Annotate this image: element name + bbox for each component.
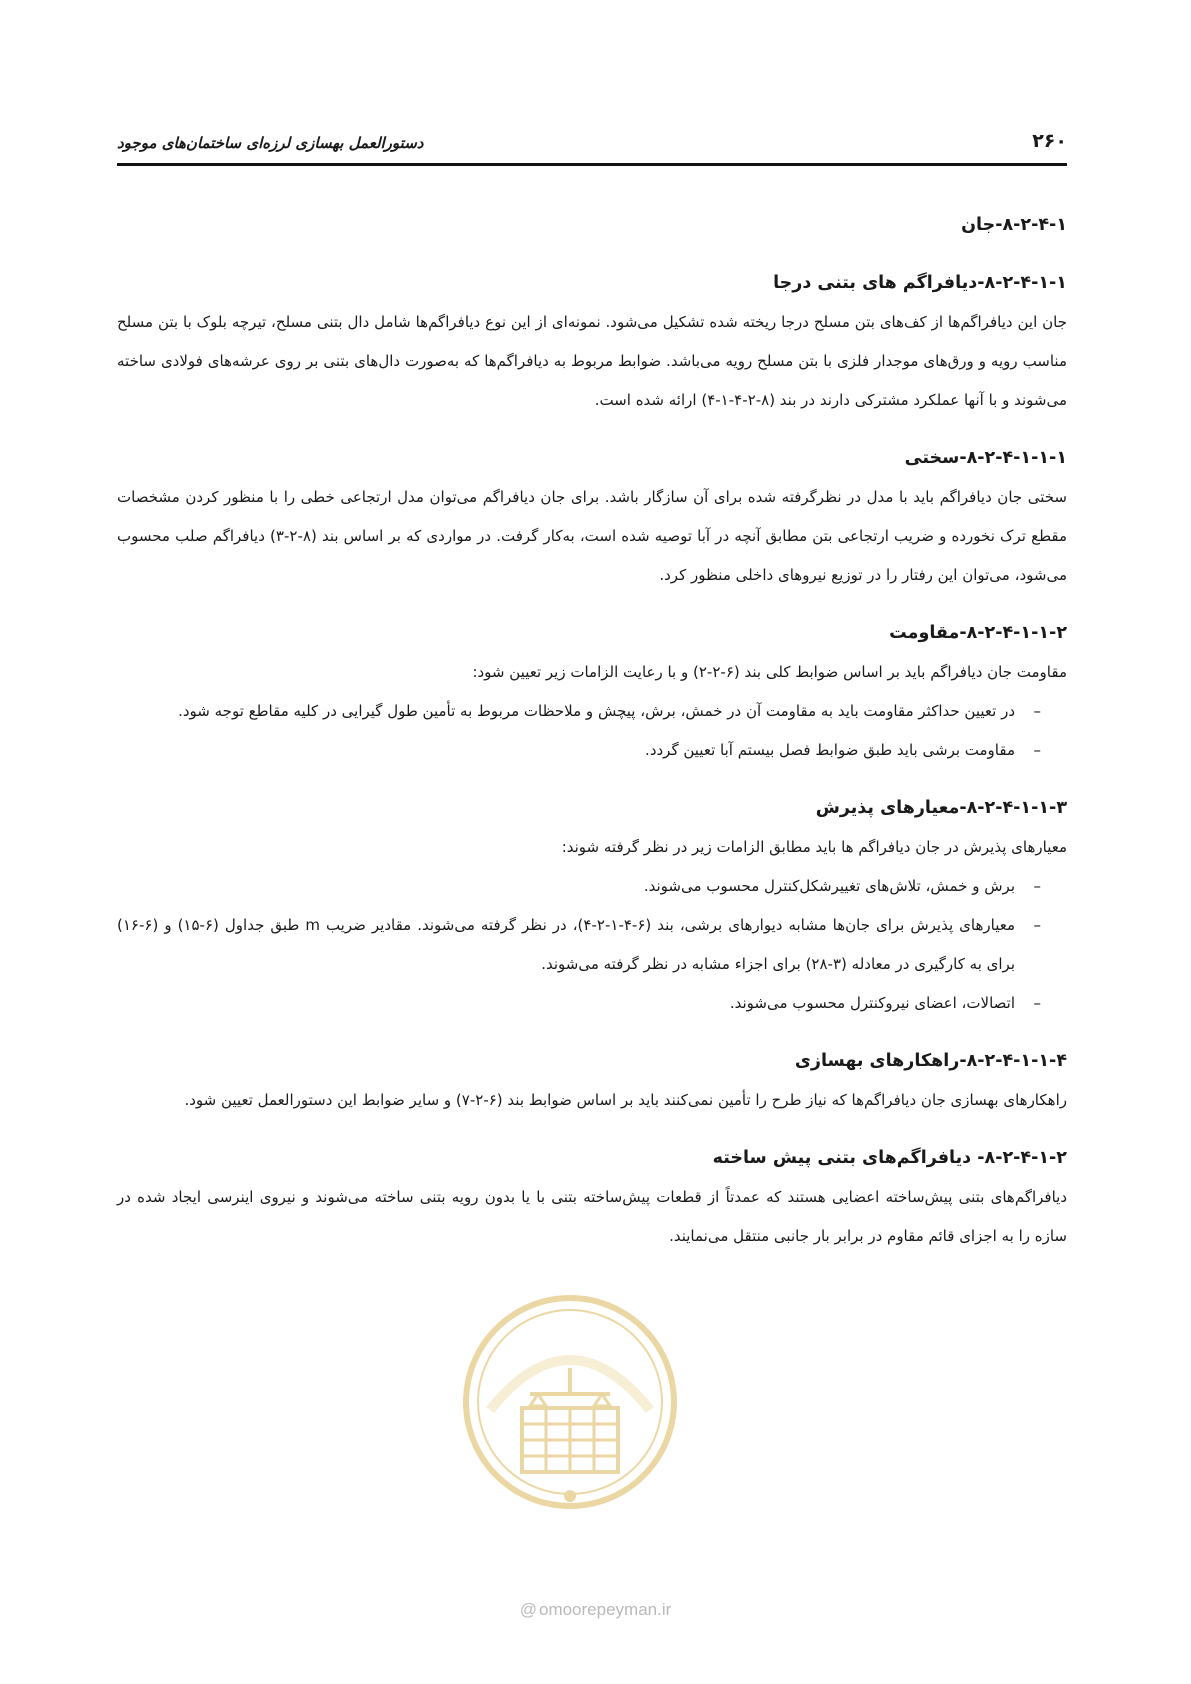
dash-bullet-icon: – [1033, 916, 1041, 934]
paragraph-strength: مقاومت جان دیافراگم باید بر اساس ضوابط کلی بند (۶-۲-۲) و با رعایت الزامات زیر تعیین شود: [472, 663, 1067, 681]
dash-bullet-icon: – [1033, 741, 1041, 759]
paragraph-precast: دیافراگم‌های بتنی پیش‌ساخته اعضایی هستند که عمدتاً از قطعات پیش‌ساخته بتنی با یا بدون رویه بتنی ساخته می‌شوند و نیروی اینرسی ایجاد شده در سازه را به اجزای قائم مقاوم در برابر بار جانبی منتقل می‌نمایند. [117, 1188, 1067, 1245]
section-heading-retrofit: ۸-۲-۴-۱-۱-۴-راهکارهای بهسازی [794, 1051, 1067, 1071]
paragraph-stiffness: سختی جان دیافراگم باید با مدل در نظرگرفته شده برای آن سازگار باشد. برای جان دیافراگم می‌توان مدل ارتجاعی خطی را با منظور کردن مشخصات مقطع ترک نخورده و ضریب ارتجاعی بتن مطابق آنچه در آبا توصیه شده است، به‌کار گرفت. در مواردی که بر اساس بند (۸-۲-۳) دیافراگم صلب محسوب می‌شود، می‌توان این رفتار را در توزیع نیروهای داخلی منظور کرد. [117, 488, 1067, 584]
watermark-logo-icon [460, 1290, 680, 1520]
list-item-text: مقاومت برشی باید طبق ضوابط فصل بیستم آبا تعیین گردد. [645, 741, 1015, 759]
list-item [117, 867, 1041, 906]
list-item-text: اتصالات، اعضای نیروکنترل محسوب می‌شوند. [729, 994, 1015, 1012]
acceptance-bullet-list [117, 867, 1067, 1023]
dash-bullet-icon: – [1033, 877, 1041, 895]
running-header [117, 124, 1067, 152]
header-rule [117, 163, 1067, 166]
list-item [117, 984, 1041, 1023]
list-item [117, 906, 1041, 984]
paragraph-cast-in-place: جان این دیافراگم‌ها از کف‌های بتن مسلح درجا ریخته شده تشکیل می‌شود. نمونه‌ای از این نوع دیافراگم‌ها شامل دال بتنی مسلح، تیرچه بلوک با بتن مسلح مناسب رویه و ورق‌های موجدار فلزی با بتن مسلح رویه می‌باشد. ضوابط مربوط به دیافراگم‌ها که به‌صورت دال‌های بتنی بر روی عرشه‌های فولادی ساخته می‌شوند و با آنها عملکرد مشترکی دارند در بند (۸-۲-۴-۱-۴) ارائه شده است. [117, 313, 1067, 409]
section-heading-acceptance: ۸-۲-۴-۱-۱-۳-معیارهای پذیرش [815, 798, 1067, 818]
paragraph-acceptance: معیارهای پذیرش در جان دیافراگم ها باید مطابق الزامات زیر در نظر گرفته شوند: [561, 838, 1067, 856]
section-heading-stiffness: ۸-۲-۴-۱-۱-۱-سختی [904, 448, 1067, 468]
section-heading-cast-in-place: ۸-۲-۴-۱-۱-دیافراگم های بتنی درجا [773, 273, 1067, 293]
section-heading-strength: ۸-۲-۴-۱-۱-۲-مقاومت [889, 623, 1067, 643]
page-number: ۲۶۰ [1032, 130, 1067, 152]
section-heading-web: ۸-۲-۴-۱-جان [961, 215, 1067, 235]
list-item-text: برش و خمش، تلاش‌های تغییرشکل‌کنترل محسوب می‌شوند. [643, 877, 1015, 895]
list-item-text: در تعیین حداکثر مقاومت باید به مقاومت آن در خمش، برش، پیچش و ملاحظات مربوط به تأمین طول گیرایی در کلیه مقاطع توجه شود. [178, 702, 1015, 720]
book-title: دستورالعمل بهسازی لرزه‌ای ساختمان‌های موجود [117, 134, 424, 152]
document-body [117, 205, 1067, 1256]
dash-bullet-icon: – [1033, 702, 1041, 720]
at-icon: @ [519, 1600, 537, 1619]
footer-website [0, 1600, 1191, 1620]
footer-website-text: omoorepeyman.ir [538, 1600, 672, 1619]
strength-bullet-list [117, 692, 1067, 770]
list-item [117, 692, 1041, 731]
paragraph-retrofit: راهکارهای بهسازی جان دیافراگم‌ها که نیاز طرح را تأمین نمی‌کنند باید بر اساس ضوابط بند (۶-۲-۷) و سایر ضوابط این دستورالعمل تعیین شود. [184, 1091, 1067, 1109]
dash-bullet-icon: – [1033, 994, 1041, 1012]
section-heading-precast: ۸-۲-۴-۱-۲- دیافراگم‌های بتنی پیش ساخته [712, 1148, 1067, 1168]
list-item-text: معیارهای پذیرش برای جان‌ها مشابه دیوارهای برشی، بند (۶-۴-۱-۲-۴)، در نظر گرفته می‌شوند. مقادیر ضریب m طبق جداول (۶-۱۵) و (۶-۱۶) برای به کارگیری در معادله (۳-۲۸) برای اجزاء مشابه در نظر گرفته می‌شوند. [117, 916, 1015, 973]
list-item [117, 731, 1041, 770]
